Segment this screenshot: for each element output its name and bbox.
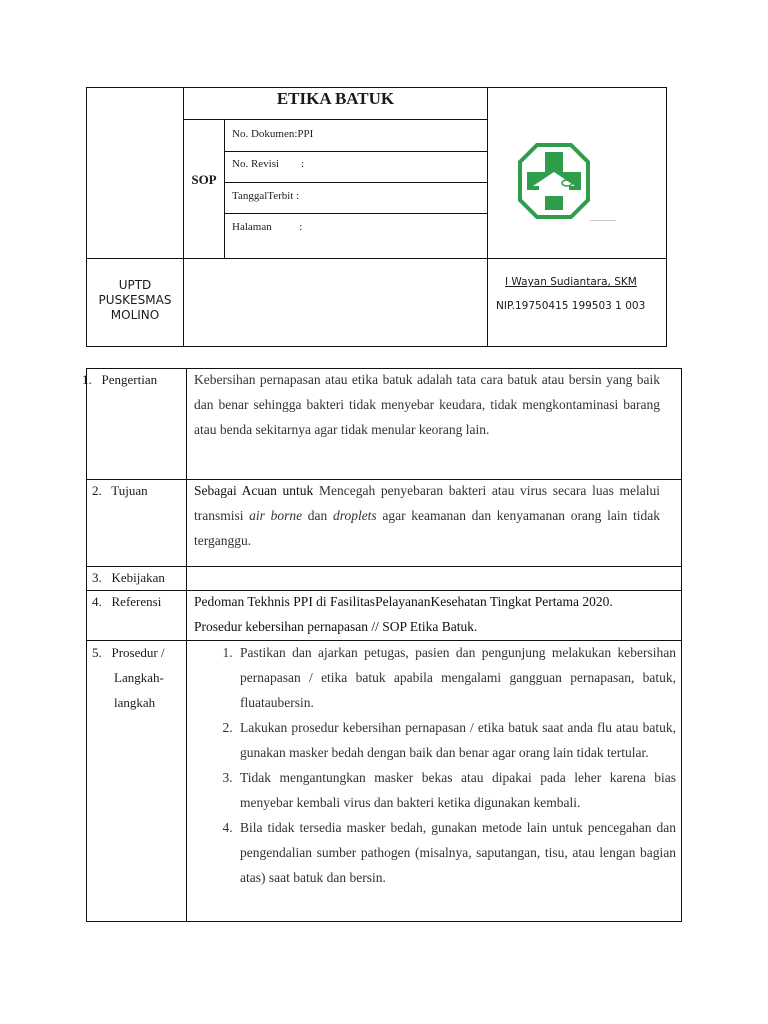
document-title: ETIKA BATUK (276, 89, 395, 108)
tujuan-italic-b: droplets (332, 508, 377, 523)
org-line-3: MOLINO (110, 308, 160, 322)
prosedur-step: 3. Tidak mengantungkan masker bekas atau dipakai pada leher karena bias menyebar kembali virus dan bakteri ketika digunakan kembali. (236, 765, 676, 815)
org-line-2: PUSKESMAS (98, 293, 172, 307)
label-referensi: 4. Referensi (92, 594, 162, 609)
prosedur-step: 1. Pastikan dan ajarkan petugas, pasien dan pengunjung melakukan kebersihan pernapasan / etika batuk apabila mengalami gangguan pernapasan, batuk, fluataubersin. (236, 640, 676, 715)
field-halaman: Halaman : (232, 221, 303, 233)
field-no-revisi: No. Revisi : (232, 158, 305, 170)
sop-label: SOP (191, 172, 217, 187)
label-pengertian: 1. Pengertian (82, 372, 158, 387)
prosedur-step: 4. Bila tidak tersedia masker bedah, gunakan metode lain untuk pencegahan dan pengendalian sumber pathogen (misalnya, saputangan, tisu, atau lengan bagian atas) saat batuk dan bersin. (236, 815, 676, 890)
text-tujuan (194, 478, 660, 553)
signatory-nip: NIP.19750415 199503 1 003 (496, 300, 646, 312)
tujuan-text-a: Mencegah penyebaran bakteri atau virus secara luas melalui transmisi (194, 483, 660, 523)
tujuan-text-c: agar keamanan dan kenyamanan orang lain tidak terganggu. (194, 508, 661, 548)
org-line-1: UPTD (118, 278, 152, 292)
label-kebijakan: 3. Kebijakan (92, 570, 165, 585)
tujuan-text-b: dan (302, 508, 333, 523)
referensi-line-1: Pedoman Tekhnis PPI di FasilitasPelayananKesehatan Tingkat Pertama 2020. (194, 594, 613, 609)
label-tujuan: 2. Tujuan (92, 483, 148, 498)
prosedur-steps (186, 640, 676, 890)
prosedur-label-1: 5. Prosedur / (92, 645, 165, 660)
text-referensi (194, 589, 676, 639)
tujuan-italic-a: air borne (249, 508, 303, 523)
prosedur-label-3: langkah (114, 695, 156, 710)
text-pengertian: Kebersihan pernapasan atau etika batuk adalah tata cara batuk atau bersin yang baik dan benar sehingga bakteri tidak menyebar keudara, tidak mengkontaminasi barang atau benda sekitarnya agar tidak menular keorang lain. (194, 372, 660, 437)
tujuan-lead: Sebagai Acuan untuk (194, 483, 314, 498)
label-prosedur (92, 640, 165, 715)
prosedur-step: 2. Lakukan prosedur kebersihan pernapasan / etika batuk saat anda flu atau batuk, gunakan masker bedah dengan baik dan benar agar orang lain tidak tertular. (236, 715, 676, 765)
prosedur-label-2: Langkah- (114, 670, 164, 685)
referensi-line-2: Prosedur kebersihan pernapasan // SOP Etika Batuk. (194, 619, 478, 634)
field-tanggal-terbit: TanggalTerbit : (232, 190, 300, 202)
signatory-name: I Wayan Sudiantara, SKM (505, 276, 637, 288)
field-no-dokumen: No. Dokumen:PPI (232, 128, 314, 140)
organization-name (87, 278, 183, 323)
puskesmas-logo-icon (517, 142, 591, 220)
